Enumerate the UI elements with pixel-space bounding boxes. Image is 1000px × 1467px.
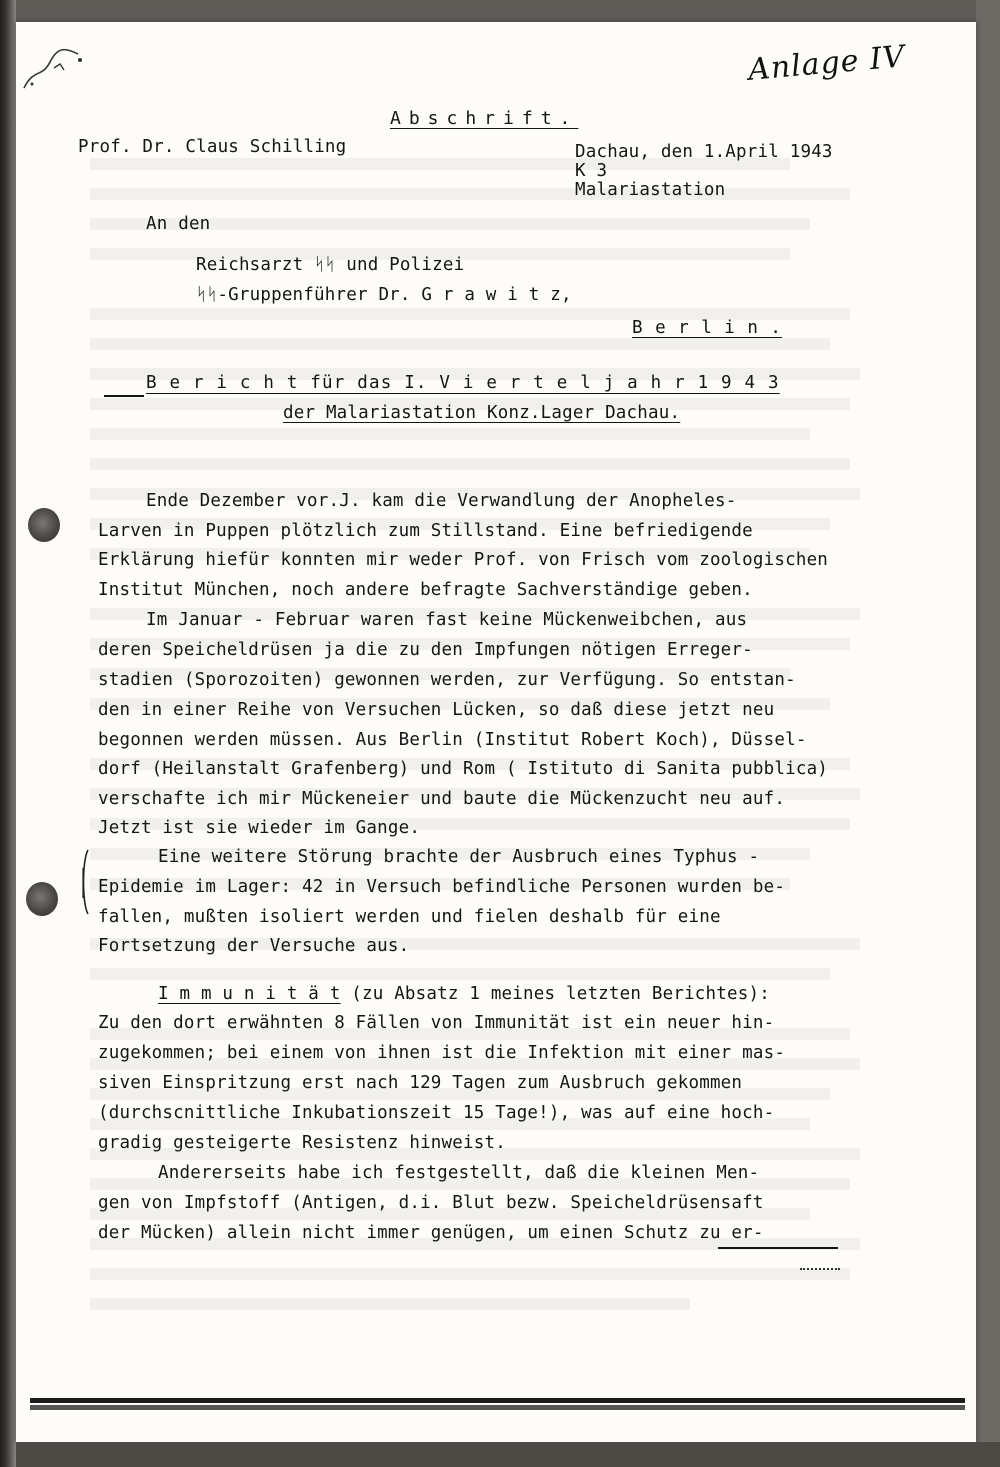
immunity-heading: I m m u n i t ä t	[158, 984, 341, 1004]
body-line: Larven in Puppen plötzlich zum Stillstand. Eine befriedigende	[98, 521, 753, 541]
body-line: Im Januar - Februar waren fast keine Mückenweibchen, aus	[146, 610, 748, 630]
immunity-line: gradig gesteigerte Resistenz hinweist.	[98, 1133, 506, 1153]
sender-name: Prof. Dr. Claus Schilling	[78, 137, 347, 157]
immunity-line: gen von Impfstoff (Antigen, d.i. Blut bezw. Speicheldrüsensaft	[98, 1193, 764, 1213]
body-line: den in einer Reihe von Versuchen Lücken, so daß diese jetzt neu	[98, 700, 775, 720]
body-line: Fortsetzung der Versuche aus.	[98, 936, 410, 956]
body-line: Jetzt ist sie wieder im Gange.	[98, 818, 421, 838]
report-heading-line-1: B e r i c h t für das I. V i e r t e l j a h r 1 9 4 3	[146, 373, 780, 393]
binding-strip	[0, 0, 16, 1467]
address-line-1: Reichsarzt ᛋᛋ und Polizei	[196, 255, 465, 275]
document-title: Abschrift.	[390, 108, 579, 129]
reference-code: K 3	[575, 161, 608, 181]
immunity-line: der Mücken) allein nicht immer genügen, um einen Schutz zu er-	[98, 1223, 764, 1243]
body-line: dorf (Heilanstalt Grafenberg) und Rom ( Istituto di Sanita pubblica)	[98, 759, 829, 779]
immunity-line: siven Einspritzung erst nach 129 Tagen zum Ausbruch gekommen	[98, 1073, 743, 1093]
page-edge-right	[976, 0, 1000, 1442]
address-city: B e r l i n .	[632, 318, 782, 338]
body-line: deren Speicheldrüsen ja die zu den Impfungen nötigen Erreger-	[98, 640, 753, 660]
report-heading-line-2: der Malariastation Konz.Lager Dachau.	[283, 403, 681, 423]
address-line-2: ᛋᛋ-Gruppenführer Dr. G r a w i t z,	[196, 285, 572, 305]
body-line: begonnen werden müssen. Aus Berlin (Institut Robert Koch), Düssel-	[98, 730, 807, 750]
pencil-scribble-mark	[20, 38, 92, 96]
bottom-rule	[30, 1398, 965, 1403]
heading-rule-left	[104, 395, 144, 397]
body-line: Eine weitere Störung brachte der Ausbruch eines Typhus -	[158, 847, 760, 867]
continuation-underline	[718, 1247, 838, 1249]
immunity-line: (durchscnittliche Inkubationszeit 15 Tage!), was auf eine hoch-	[98, 1103, 775, 1123]
body-line: verschafte ich mir Mückeneier und baute die Mückenzucht neu auf.	[98, 789, 786, 809]
immunity-line: Zu den dort erwähnten 8 Fällen von Immunität ist ein neuer hin-	[98, 1013, 775, 1033]
immunity-heading-line	[158, 984, 770, 1004]
immunity-line: Andererseits habe ich festgestellt, daß die kleinen Men-	[158, 1163, 760, 1183]
punch-hole-lower	[26, 882, 58, 916]
page-edge-bottom	[16, 1442, 1000, 1467]
immunity-heading-rest: (zu Absatz 1 meines letzten Berichtes):	[340, 984, 770, 1004]
body-line: Ende Dezember vor.J. kam die Verwandlung der Anopheles-	[146, 491, 737, 511]
body-line: Erklärung hiefür konnten mir weder Prof. von Frisch vom zoologischen	[98, 550, 829, 570]
body-line: stadien (Sporozoiten) gewonnen werden, zur Verfügung. So entstan-	[98, 670, 796, 690]
body-line: Epidemie im Lager: 42 in Versuch befindliche Personen wurden be-	[98, 877, 786, 897]
body-line: Institut München, noch andere befragte Sachverständige geben.	[98, 580, 753, 600]
body-line: fallen, mußten isoliert werden und fielen deshalb für eine	[98, 907, 721, 927]
address-salutation: An den	[146, 214, 211, 234]
department-name: Malariastation	[575, 180, 726, 200]
place-date: Dachau, den 1.April 1943	[575, 142, 833, 162]
continuation-dots	[800, 1268, 840, 1274]
margin-bracket-mark	[78, 848, 92, 916]
handwritten-annotation: Anlage IV	[746, 39, 907, 88]
punch-hole-upper	[28, 508, 60, 542]
immunity-line: zugekommen; bei einem von ihnen ist die Infektion mit einer mas-	[98, 1043, 786, 1063]
